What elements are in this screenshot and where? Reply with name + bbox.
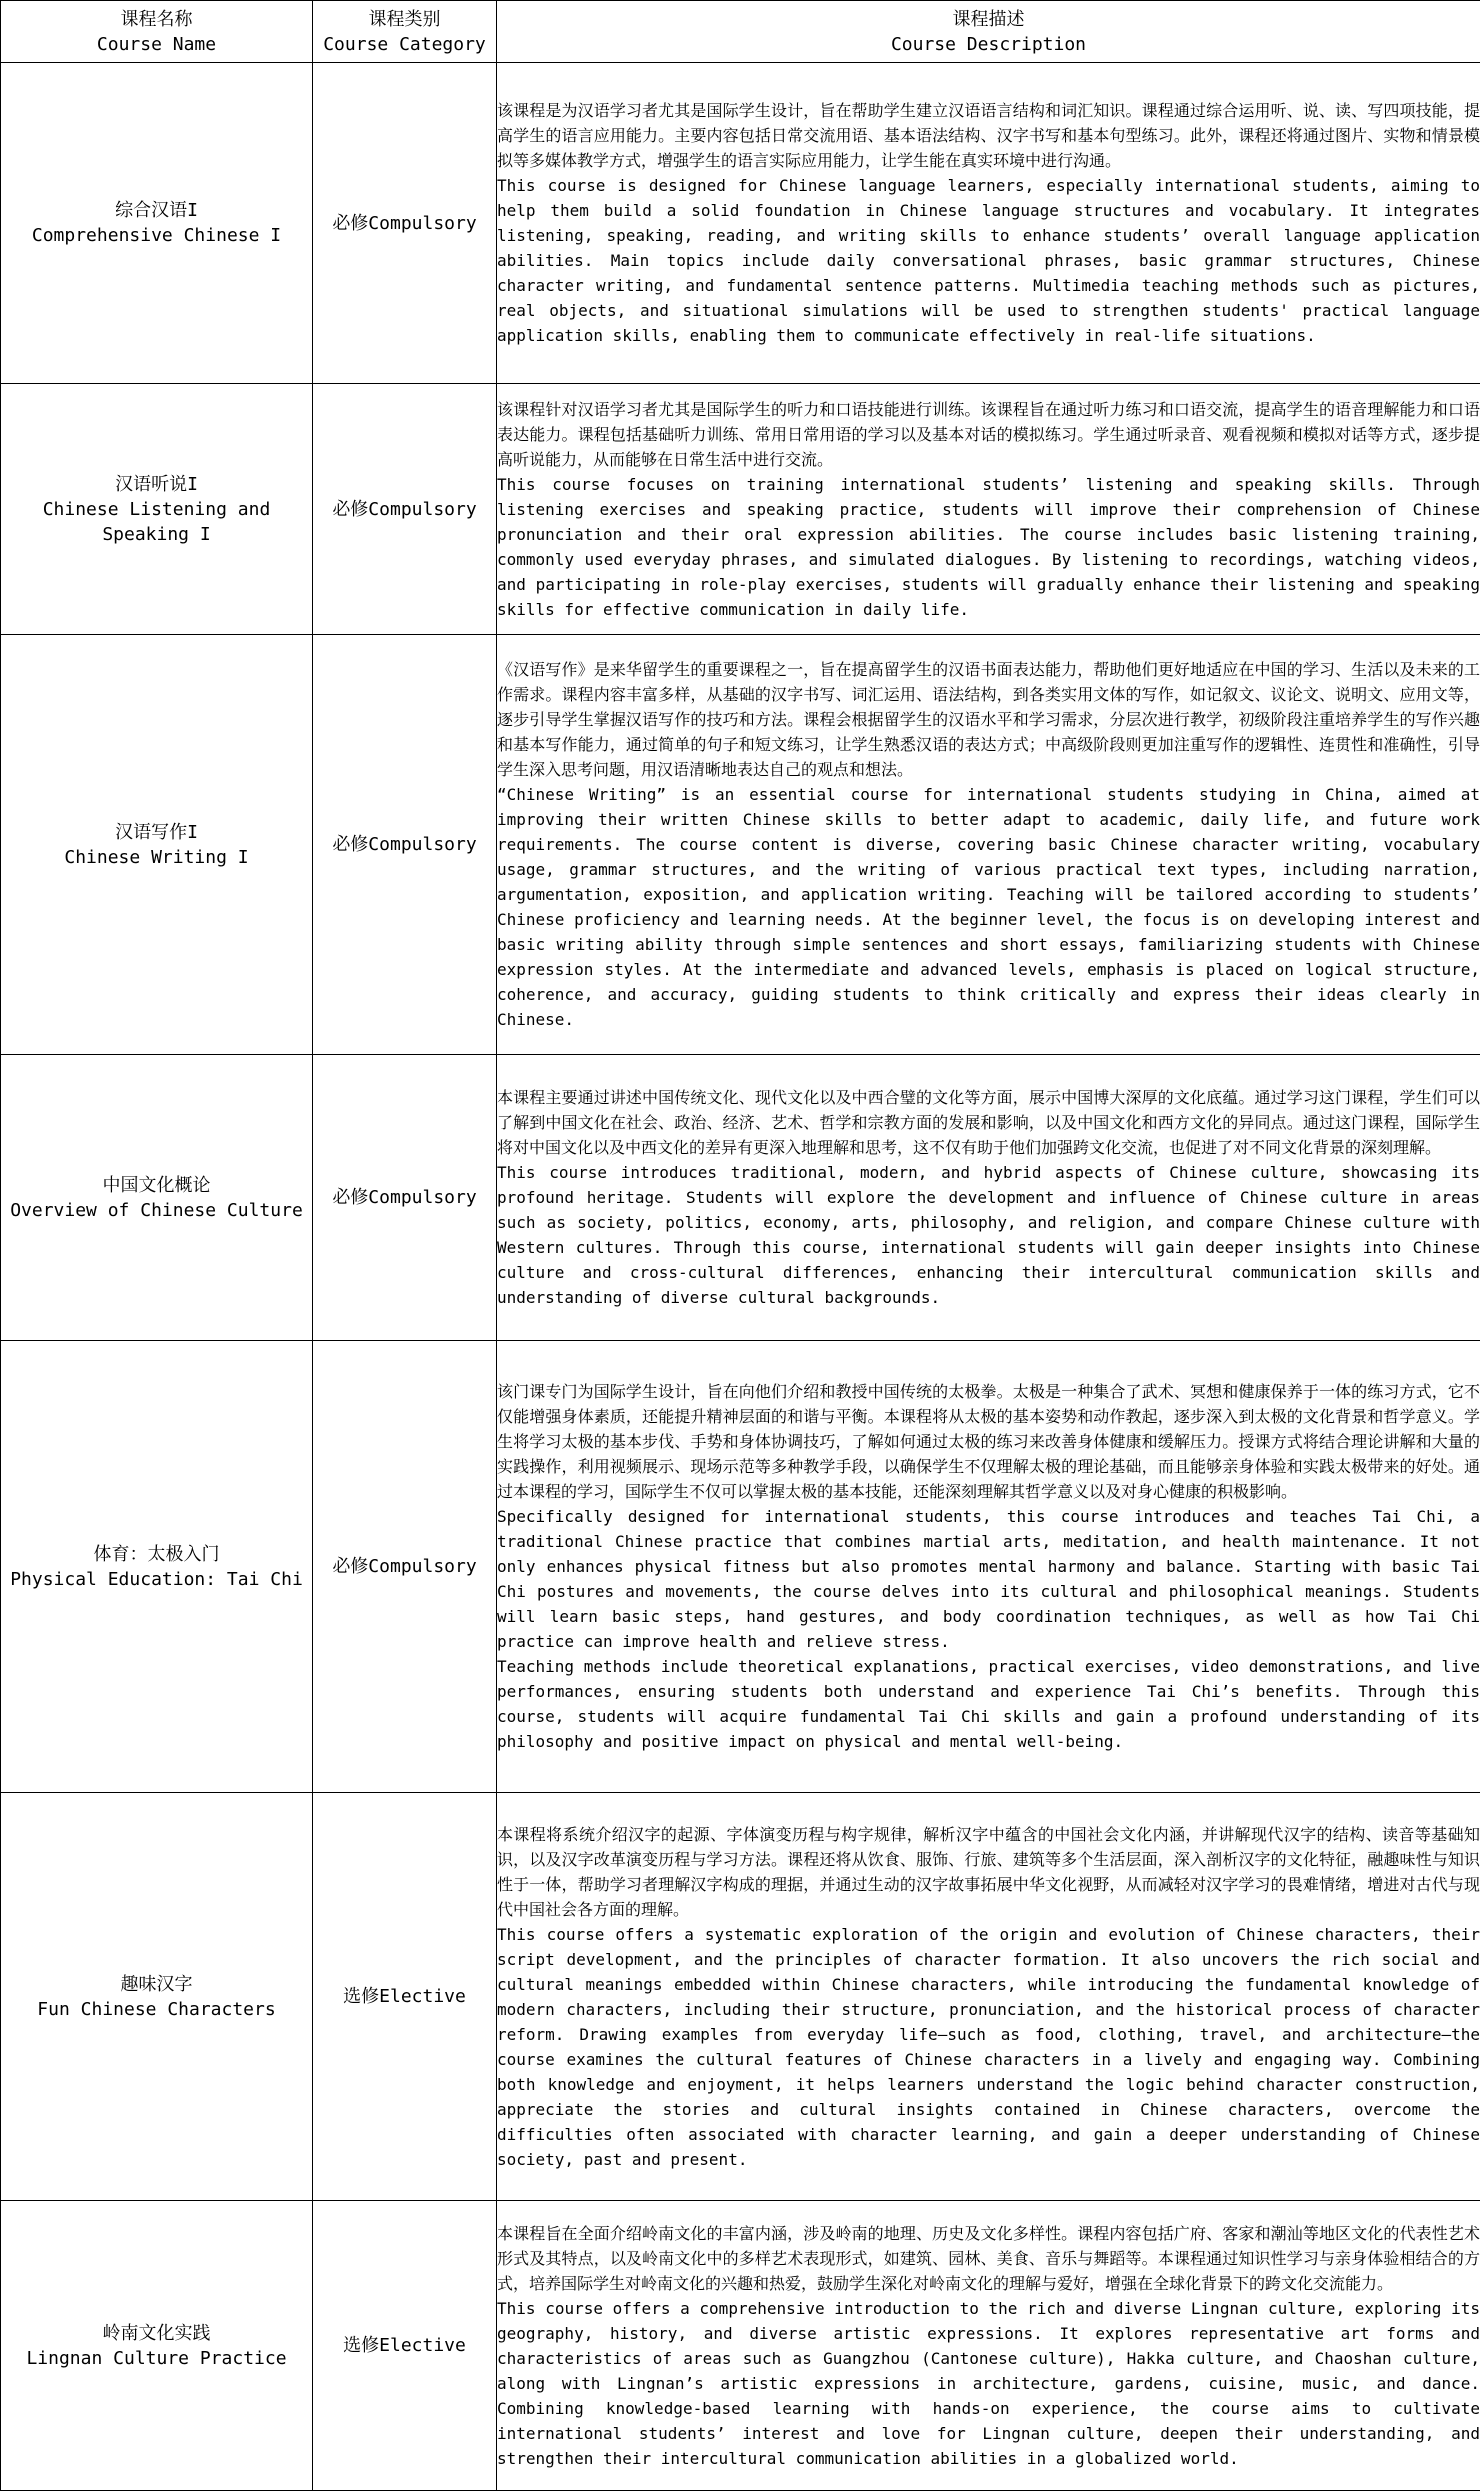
course-name-cn: 趣味汉字 bbox=[1, 1972, 312, 1997]
header-course-description-cn: 课程描述 bbox=[497, 7, 1480, 32]
description-paragraph-cn: 本课程主要通过讲述中国传统文化、现代文化以及中西合璧的文化等方面，展示中国博大深厚的文化底蕴。通过学习这门课程，学生们可以了解到中国文化在社会、政治、经济、艺术、哲学和宗教方面的发展和影响，以及中国文化和西方文化的异同点。通过这门课程，国际学生将对中国文化以及中西文化的差异有更深入地理解和思考，这不仅有助于他们加强跨文化交流，也促进了对不同文化背景的深刻理解。 bbox=[497, 1085, 1480, 1160]
course-name-cell bbox=[1, 1341, 313, 1793]
course-name-en: Lingnan Culture Practice bbox=[1, 2346, 312, 2371]
header-course-description-en: Course Description bbox=[497, 32, 1480, 57]
header-course-name bbox=[1, 1, 313, 63]
course-name-en: Chinese Writing I bbox=[1, 845, 312, 870]
course-category-cell: 选修Elective bbox=[313, 2201, 497, 2491]
description-paragraph-en: This course is designed for Chinese language learners, especially international students, aiming to help them build a solid foundation in Chinese language structures and vocabulary. It integrates listening, speaking, reading, and writing skills to enhance students’ overall language application abilities. Main topics include daily conversational phrases, basic grammar structures, Chinese character writing, and fundamental sentence patterns. Multimedia teaching methods such as pictures, real objects, and situational simulations will be used to strengthen students' practical language application skills, enabling them to communicate effectively in real-life situations. bbox=[497, 173, 1480, 348]
description-paragraph-cn: 该课程针对汉语学习者尤其是国际学生的听力和口语技能进行训练。该课程旨在通过听力练习和口语交流，提高学生的语音理解能力和口语表达能力。课程包括基础听力训练、常用日常用语的学习以及基本对话的模拟练习。学生通过听录音、观看视频和模拟对话等方式，逐步提高听说能力，从而能够在日常生活中进行交流。 bbox=[497, 397, 1480, 472]
description-paragraph-cn: 该门课专门为国际学生设计，旨在向他们介绍和教授中国传统的太极拳。太极是一种集合了武术、冥想和健康保养于一体的练习方式，它不仅能增强身体素质，还能提升精神层面的和谐与平衡。本课程将从太极的基本姿势和动作教起，逐步深入到太极的文化背景和哲学意义。学生将学习太极的基本步伐、手势和身体协调技巧，了解如何通过太极的练习来改善身体健康和缓解压力。授课方式将结合理论讲解和大量的实践操作，利用视频展示、现场示范等多种教学手段，以确保学生不仅理解太极的理论基础，而且能够亲身体验和实践太极带来的好处。通过本课程的学习，国际学生不仅可以掌握太极的基本技能，还能深刻理解其哲学意义以及对身心健康的积极影响。 bbox=[497, 1379, 1480, 1504]
course-category-cell: 选修Elective bbox=[313, 1793, 497, 2201]
course-description-cell bbox=[497, 1055, 1480, 1341]
course-description-cell bbox=[497, 384, 1480, 635]
header-course-category-en: Course Category bbox=[313, 32, 496, 57]
description-paragraph-en-2: Teaching methods include theoretical explanations, practical exercises, video demonstrations, and live performances, ensuring students both understand and experience Tai Chi’s benefits. Through this course, students will acquire fundamental Tai Chi skills and gain a profound understanding of its philosophy and positive impact on physical and mental well-being. bbox=[497, 1654, 1480, 1754]
course-category-cell: 必修Compulsory bbox=[313, 1341, 497, 1793]
table-header-row bbox=[1, 1, 1480, 63]
header-course-name-en: Course Name bbox=[1, 32, 312, 57]
course-name-cell bbox=[1, 2201, 313, 2491]
table-row bbox=[1, 384, 1480, 635]
description-paragraph-en: Specifically designed for international students, this course introduces and teaches Tai Chi, a traditional Chinese practice that combines martial arts, meditation, and health maintenance. It not only enhances physical fitness but also promotes mental harmony and balance. Starting with basic Tai Chi postures and movements, the course delves into its cultural and philosophical meanings. Students will learn basic steps, hand gestures, and body coordination techniques, as well as how Tai Chi practice can improve health and relieve stress. bbox=[497, 1504, 1480, 1654]
course-category-cell: 必修Compulsory bbox=[313, 384, 497, 635]
course-category-cell: 必修Compulsory bbox=[313, 635, 497, 1055]
course-name-en: Fun Chinese Characters bbox=[1, 1997, 312, 2022]
course-name-cn: 岭南文化实践 bbox=[1, 2321, 312, 2346]
course-name-cell bbox=[1, 1793, 313, 2201]
description-paragraph-en: This course introduces traditional, modern, and hybrid aspects of Chinese culture, showcasing its profound heritage. Students will explore the development and influence of Chinese culture in areas such as society, politics, economy, arts, philosophy, and religion, and compare Chinese culture with Western cultures. Through this course, international students will gain deeper insights into Chinese culture and cross-cultural differences, enhancing their intercultural communication skills and understanding of diverse cultural backgrounds. bbox=[497, 1160, 1480, 1310]
table-row bbox=[1, 1793, 1480, 2201]
course-category-cell: 必修Compulsory bbox=[313, 1055, 497, 1341]
course-name-cell bbox=[1, 1055, 313, 1341]
description-paragraph-en: “Chinese Writing” is an essential course for international students studying in China, aimed at improving their written Chinese skills to better adapt to academic, daily life, and future work requirements. The course content is diverse, covering basic Chinese character writing, vocabulary usage, grammar structures, and the writing of various practical text types, including narration, argumentation, exposition, and application writing. Teaching will be tailored according to students’ Chinese proficiency and learning needs. At the beginner level, the focus is on developing interest and basic writing ability through simple sentences and short essays, familiarizing students with Chinese expression styles. At the intermediate and advanced levels, emphasis is placed on logical structure, coherence, and accuracy, guiding students to think critically and express their ideas clearly in Chinese. bbox=[497, 782, 1480, 1032]
course-name-cell bbox=[1, 384, 313, 635]
course-name-cn: 中国文化概论 bbox=[1, 1173, 312, 1198]
header-course-description bbox=[497, 1, 1480, 63]
course-name-en: Comprehensive Chinese I bbox=[1, 223, 312, 248]
course-name-en: Physical Education: Tai Chi bbox=[1, 1567, 312, 1592]
description-paragraph-en: This course offers a comprehensive introduction to the rich and diverse Lingnan culture, exploring its geography, history, and diverse artistic expressions. It explores representative art forms and characteristics of areas such as Guangzhou (Cantonese culture), Hakka culture, and Chaoshan culture, along with Lingnan’s artistic expressions in architecture, gardens, cuisine, music, and dance. Combining knowledge-based learning with hands-on experience, the course aims to cultivate international students’ interest and love for Lingnan culture, deepen their understanding, and strengthen their intercultural communication abilities in a globalized world. bbox=[497, 2296, 1480, 2471]
course-name-cell bbox=[1, 63, 313, 384]
course-name-cn: 汉语听说I bbox=[1, 472, 312, 497]
course-description-cell bbox=[497, 2201, 1480, 2491]
description-paragraph-cn: 本课程旨在全面介绍岭南文化的丰富内涵，涉及岭南的地理、历史及文化多样性。课程内容包括广府、客家和潮汕等地区文化的代表性艺术形式及其特点，以及岭南文化中的多样艺术表现形式，如建筑、园林、美食、音乐与舞蹈等。本课程通过知识性学习与亲身体验相结合的方式，培养国际学生对岭南文化的兴趣和热爱，鼓励学生深化对岭南文化的理解与爱好，增强在全球化背景下的跨文化交流能力。 bbox=[497, 2221, 1480, 2296]
description-paragraph-cn: 本课程将系统介绍汉字的起源、字体演变历程与构字规律，解析汉字中蕴含的中国社会文化内涵，并讲解现代汉字的结构、读音等基础知识，以及汉字改革演变历程与学习方法。课程还将从饮食、服饰、行旅、建筑等多个生活层面，深入剖析汉字的文化特征，融趣味性与知识性于一体，帮助学习者理解汉字构成的理据，并通过生动的汉字故事拓展中华文化视野，从而减轻对汉字学习的畏难情绪，增进对古代与现代中国社会各方面的理解。 bbox=[497, 1822, 1480, 1922]
course-name-en: Chinese Listening and Speaking I bbox=[1, 497, 312, 547]
course-name-cn: 综合汉语I bbox=[1, 198, 312, 223]
description-paragraph-cn: 《汉语写作》是来华留学生的重要课程之一，旨在提高留学生的汉语书面表达能力，帮助他们更好地适应在中国的学习、生活以及未来的工作需求。课程内容丰富多样，从基础的汉字书写、词汇运用、语法结构，到各类实用文体的写作，如记叙文、议论文、说明文、应用文等，逐步引导学生掌握汉语写作的技巧和方法。课程会根据留学生的汉语水平和学习需求，分层次进行教学，初级阶段注重培养学生的写作兴趣和基本写作能力，通过简单的句子和短文练习，让学生熟悉汉语的表达方式；中高级阶段则更加注重写作的逻辑性、连贯性和准确性，引导学生深入思考问题，用汉语清晰地表达自己的观点和想法。 bbox=[497, 657, 1480, 782]
table-row bbox=[1, 2201, 1480, 2491]
course-name-en: Overview of Chinese Culture bbox=[1, 1198, 312, 1223]
description-paragraph-en: This course offers a systematic exploration of the origin and evolution of Chinese characters, their script development, and the principles of character formation. It also uncovers the rich social and cultural meanings embedded within Chinese characters, while introducing the fundamental knowledge of modern characters, including their structure, pronunciation, and the historical process of character reform. Drawing examples from everyday life—such as food, clothing, travel, and architecture—the course examines the cultural features of Chinese characters in a lively and engaging way. Combining both knowledge and enjoyment, it helps learners understand the logic behind character construction, appreciate the stories and cultural insights contained in Chinese characters, overcome the difficulties often associated with character learning, and gain a deeper understanding of Chinese society, past and present. bbox=[497, 1922, 1480, 2172]
table-row bbox=[1, 1341, 1480, 1793]
table-row bbox=[1, 63, 1480, 384]
course-category-cell: 必修Compulsory bbox=[313, 63, 497, 384]
table-row bbox=[1, 1055, 1480, 1341]
course-description-cell bbox=[497, 1341, 1480, 1793]
header-course-name-cn: 课程名称 bbox=[1, 7, 312, 32]
course-name-cn: 体育：太极入门 bbox=[1, 1542, 312, 1567]
header-course-category bbox=[313, 1, 497, 63]
course-name-cn: 汉语写作I bbox=[1, 820, 312, 845]
table-row bbox=[1, 635, 1480, 1055]
header-course-category-cn: 课程类别 bbox=[313, 7, 496, 32]
course-description-cell bbox=[497, 1793, 1480, 2201]
course-description-cell bbox=[497, 63, 1480, 384]
course-description-cell bbox=[497, 635, 1480, 1055]
description-paragraph-en: This course focuses on training international students’ listening and speaking skills. Through listening exercises and speaking practice, students will improve their comprehension of Chinese pronunciation and their oral expression abilities. The course includes basic listening training, commonly used everyday phrases, and simulated dialogues. By listening to recordings, watching videos, and participating in role-play exercises, students will gradually enhance their listening and speaking skills for effective communication in daily life. bbox=[497, 472, 1480, 622]
description-paragraph-cn: 该课程是为汉语学习者尤其是国际学生设计，旨在帮助学生建立汉语语言结构和词汇知识。课程通过综合运用听、说、读、写四项技能，提高学生的语言应用能力。主要内容包括日常交流用语、基本语法结构、汉字书写和基本句型练习。此外，课程还将通过图片、实物和情景模拟等多媒体教学方式，增强学生的语言实际应用能力，让学生能在真实环境中进行沟通。 bbox=[497, 98, 1480, 173]
course-name-cell bbox=[1, 635, 313, 1055]
